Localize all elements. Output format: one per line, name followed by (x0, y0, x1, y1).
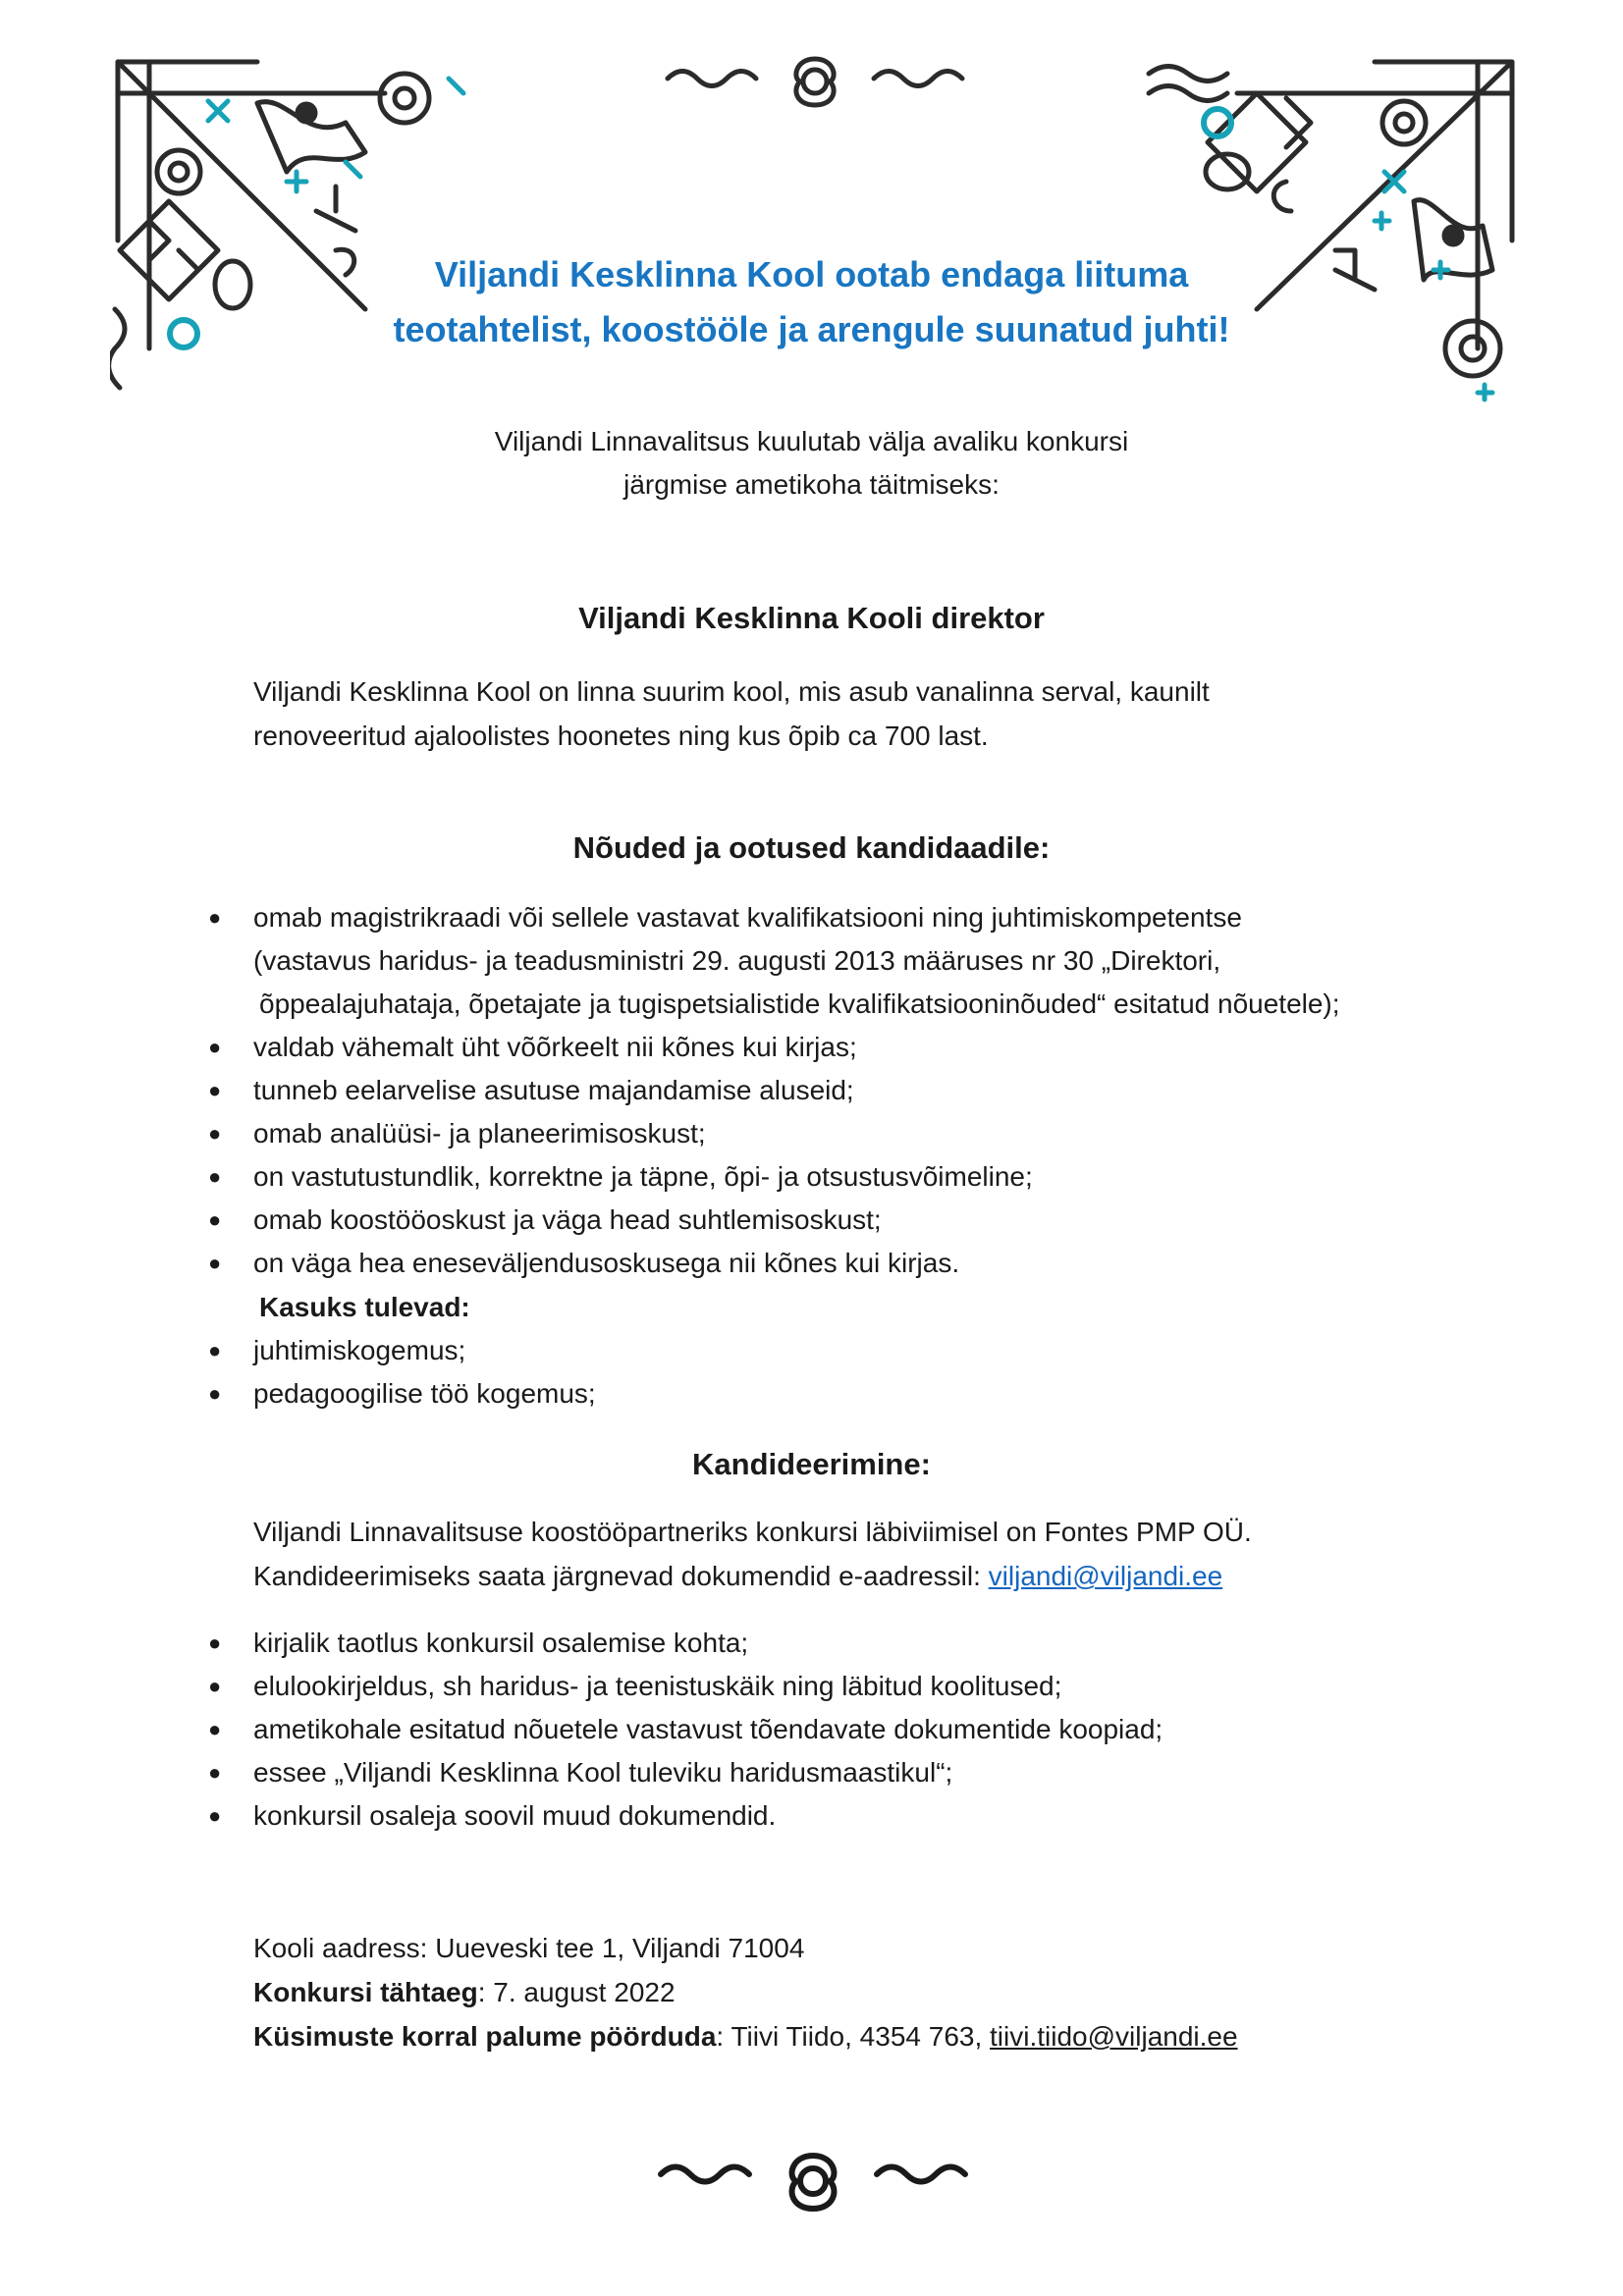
school-address: Kooli aadress: Uueveski tee 1, Viljandi 71004 (253, 1933, 805, 1963)
intro-line-1: Viljandi Linnavalitsus kuulutab välja avaliku konkursi (494, 426, 1129, 456)
advantages-list (208, 1329, 596, 1415)
bottom-divider (656, 2150, 970, 2215)
application-line-2 (253, 1554, 1530, 1598)
advantages-heading-text: Kasuks tulevad: (259, 1292, 470, 1322)
position-description (253, 669, 1530, 758)
application-line-2-text: Kandideerimiseks saata järgnevad dokumendid e-aadressil: (253, 1561, 989, 1591)
list-item (208, 896, 1340, 1026)
requirements-heading: Nõuded ja ootused kandidaadile: (572, 830, 1051, 865)
list-item: ● kirjalik taotlus konkursil osalemise kohta; (208, 1622, 1163, 1665)
list-item: ● valdab vähemalt üht võõrkeelt nii kõnes kui kirjas; (208, 1026, 1340, 1069)
contact-block (253, 1926, 1530, 2058)
position-description-line-1: Viljandi Kesklinna Kool on linna suurim kool, mis asub vanalinna serval, kaunilt (253, 676, 1210, 707)
questions-label: Küsimuste korral palume pöörduda (253, 2021, 717, 2052)
top-divider (663, 54, 967, 113)
list-item: ● ametikohale esitatud nõuetele vastavust tõendavate dokumentide koopiad; (208, 1708, 1163, 1751)
deadline-label: Konkursi tähtaeg (253, 1977, 478, 2007)
requirement-1-line-1: ● omab magistrikraadi või sellele vastavat kvalifikatsiooni ning juhtimiskompetentse (253, 902, 1242, 933)
application-line-1: Viljandi Linnavalitsuse koostööpartneriks konkursi läbiviimisel on Fontes PMP OÜ. (253, 1517, 1252, 1547)
questions-value: : Tiivi Tiido, 4354 763, (716, 2021, 991, 2052)
application-text (253, 1510, 1530, 1598)
list-item: ● omab analüüsi- ja planeerimisoskust; (208, 1112, 1340, 1155)
list-item: ● on väga hea eneseväljendusoskusega nii kõnes kui kirjas. (208, 1242, 1340, 1285)
list-item: ● on vastutustundlik, korrektne ja täpne, õpi- ja otsustusvõimeline; (208, 1155, 1340, 1199)
advantages-heading (208, 1286, 470, 1329)
list-item: ● elulookirjeldus, sh haridus- ja teenistuskäik ning läbitud koolitused; (208, 1665, 1163, 1708)
requirements-list (208, 896, 1340, 1285)
list-item: ● essee „Viljandi Kesklinna Kool tuleviku haridusmaastikul“; (208, 1751, 1163, 1794)
position-description-line-2: renoveeritud ajaloolistes hoonetes ning kus õpib ca 700 last. (253, 721, 989, 751)
requirement-1-line-2: (vastavus haridus- ja teadusministri 29. augusti 2013 määruses nr 30 „Direktori, (253, 945, 1221, 976)
intro-text (0, 420, 1623, 507)
requirement-1-line-3: õppealajuhataja, õpetajate ja tugispetsialistide kvalifikatsiooninõuded“ esitatud nõuetele); (259, 988, 1340, 1019)
questions-email-link[interactable]: tiivi.tiido@viljandi.ee (990, 2021, 1238, 2052)
list-item: ● omab koostööoskust ja väga head suhtlemisoskust; (208, 1199, 1340, 1242)
documents-list (208, 1622, 1163, 1838)
deadline (253, 1970, 1530, 2014)
application-email-link[interactable]: viljandi@viljandi.ee (988, 1561, 1223, 1591)
position-title: Viljandi Kesklinna Kooli direktor (578, 601, 1045, 635)
deadline-value: : 7. august 2022 (477, 1977, 676, 2007)
application-heading: Kandideerimine: (692, 1447, 931, 1481)
list-item: ● konkursil osaleja soovil muud dokumendid. (208, 1794, 1163, 1838)
questions-contact (253, 2014, 1530, 2058)
headline (0, 247, 1623, 357)
list-item: ● juhtimiskogemus; (208, 1329, 596, 1372)
list-item: ● pedagoogilise töö kogemus; (208, 1372, 596, 1415)
headline-line-1: Viljandi Kesklinna Kool ootab endaga liituma (434, 254, 1189, 294)
list-item: ● tunneb eelarvelise asutuse majandamise aluseid; (208, 1069, 1340, 1112)
headline-line-2: teotahtelist, koostööle ja arengule suunatud juhti! (393, 309, 1230, 349)
intro-line-2: järgmise ametikoha täitmiseks: (623, 469, 1000, 500)
